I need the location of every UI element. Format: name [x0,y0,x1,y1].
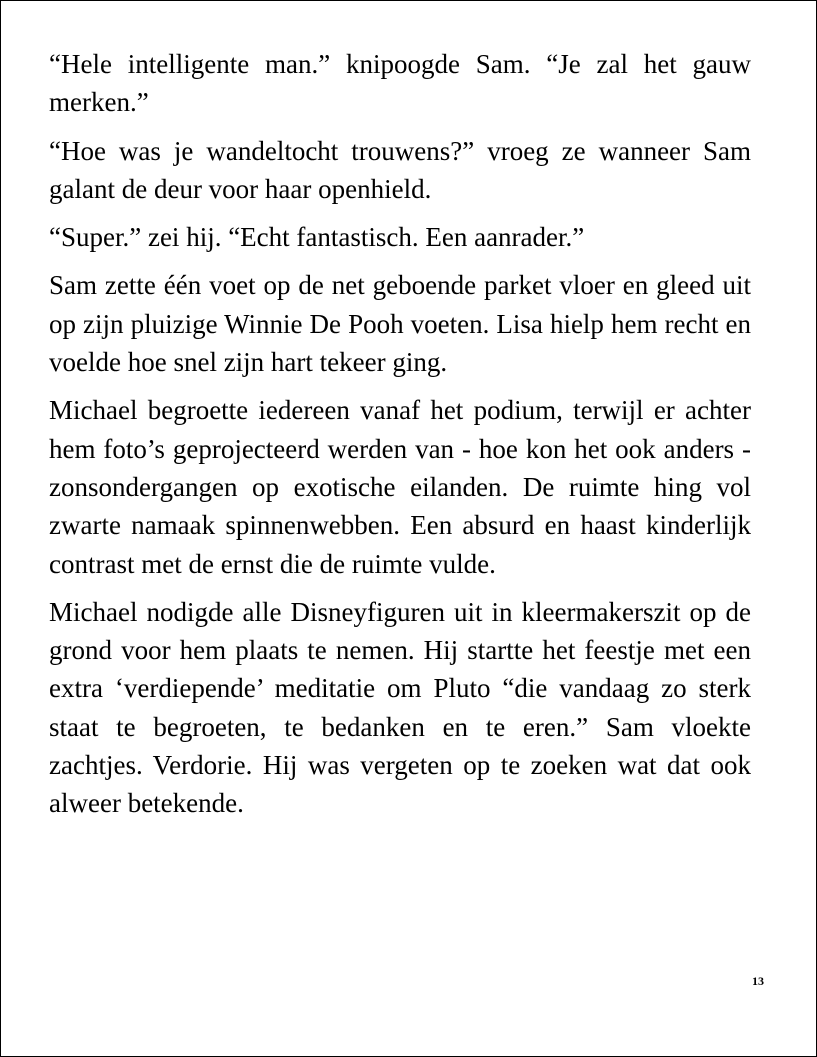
page-text [49,45,751,833]
paragraph: “Super.” zei hij. “Echt fantastisch. Een aanrader.” [49,222,585,253]
paragraph: “Hoe was je wandeltocht trouwens?” vroeg ze wanneer Sam galant de deur voor haar openhield. [49,135,751,204]
page-number: 13 [752,974,764,988]
paragraph: Michael begroette iedereen vanaf het podium, terwijl er achter hem foto’s geprojecteerd werden van - hoe kon het ook anders - zonsondergangen op exotische eilanden. De ruimte hing vol zwarte namaak spinnenwebben. Een absurd en haast kinderlijk contrast met de ernst die de ruimte vulde. [49,395,751,579]
paragraph: “Hele intelligente man.” knipoogde Sam. “Je zal het gauw merken.” [49,49,751,118]
paragraph: Sam zette één voet op de net geboende parket vloer en gleed uit op zijn pluizige Winnie De Pooh voeten. Lisa hielp hem recht en voelde hoe snel zijn hart tekeer ging. [49,270,751,378]
paragraph: Michael nodigde alle Disneyfiguren uit in kleermakerszit op de grond voor hem plaats te nemen. Hij startte het feestje met een extra ‘verdiepende’ meditatie om Pluto “die vandaag zo sterk staat te begroeten, te bedanken en te eren.” Sam vloekte zachtjes. Verdorie. Hij was vergeten op te zoeken wat dat ook alweer betekende. [49,596,751,819]
